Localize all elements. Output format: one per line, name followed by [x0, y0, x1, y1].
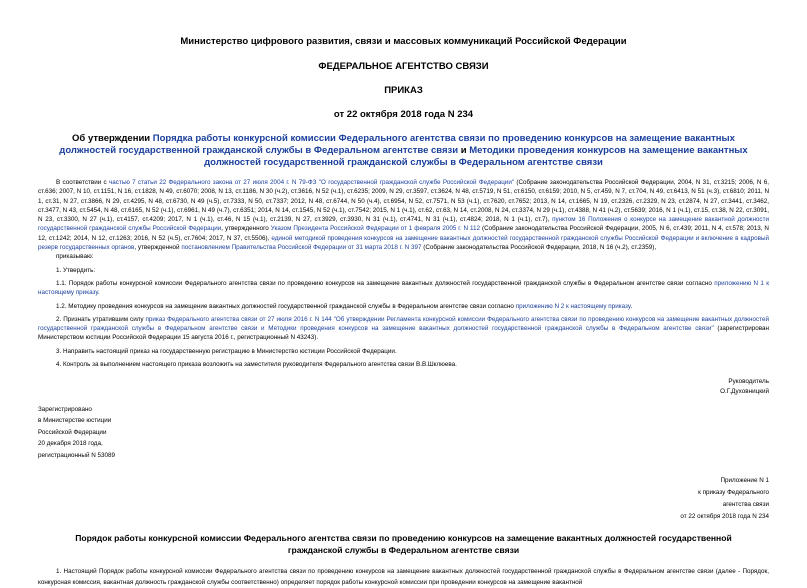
item-text: 1.1. Порядок работы конкурсной комиссии Федерального агентства связи по проведению конкурсов на замещение вакантных должностей государственной гражданской службы в Федеральном агентстве связи согласно: [56, 279, 715, 287]
resolution-link[interactable]: постановлением Правительства Российской Федерации от 31 марта 2018 г. N 397: [181, 244, 422, 252]
appendix-1-link[interactable]: приложению N 1 к настоящему приказу: [38, 279, 769, 297]
item-4: 4. Контроль за выполнением настоящего приказа возложить на заместителя руководителя Федерального агентства связи В.В.Шклюева.: [56, 361, 457, 369]
law-link[interactable]: частью 7 статьи 22 Федерального закона от 27 июля 2004 г. N 79-ФЗ "О государственной гражданской службе Российской Федерации": [109, 179, 515, 186]
item-1-1: [38, 279, 769, 298]
registration-line: Российской Федерации: [38, 428, 107, 436]
preamble-text: (Собрание законодательства Российской Федерации, 2005, N 6, ст.439; 2011, N 4, ст.578; 2013, N 12, ст.1242; 2014, N 12, ст.1263; 2016, N 52 (ч.5), ст.7604; 2017, N 37, ст.5506),: [38, 225, 769, 242]
agency-heading: ФЕДЕРАЛЬНОЕ АГЕНТСТВО СВЯЗИ: [318, 61, 489, 72]
item-1: 1. Утвердить:: [56, 266, 96, 274]
signature-title: Руководитель: [728, 378, 769, 386]
order-date: от 22 октября 2018 года N 234: [333, 109, 474, 120]
preamble-text: (Собрание законодательства Российской Федерации, 2018, N 16 (ч.2), ст.2359),: [421, 244, 657, 252]
item-text: (зарегистрирован Министерством юстиции Российской Федерации 15 августа 2016 г., регистрационный N 43243).: [38, 325, 770, 342]
signature-block: [38, 377, 769, 396]
item-2: [38, 315, 769, 343]
registration-line: в Министерстве юстиции: [38, 417, 112, 425]
order-heading: ПРИКАЗ: [384, 85, 423, 96]
preamble-text: , утвержденного: [221, 225, 271, 233]
item-text: .: [97, 289, 100, 297]
subject-prefix: Об утверждении: [72, 133, 153, 144]
appendix-line: агентства связи: [722, 501, 769, 509]
appendix-line: Приложение N 1: [720, 477, 769, 485]
registration-block: [38, 404, 769, 462]
item-text: .: [630, 302, 633, 310]
order-body: [38, 178, 769, 369]
item-3: 3. Направить настоящий приказ на государственную регистрацию в Министерство юстиции Российской Федерации.: [56, 347, 397, 355]
item-text: 2. Признать утратившим силу: [56, 315, 146, 323]
subject-link-procedure[interactable]: Порядка работы конкурсной комиссии Федерального агентства связи по проведению конкурсов на замещение вакантных должностей государственной гражданской службы в Федеральном агентстве связи: [59, 133, 735, 156]
registration-line: Зарегистрировано: [38, 405, 92, 413]
registration-line: 20 декабря 2018 года,: [38, 440, 103, 448]
item-1-2: [38, 302, 769, 311]
preamble-text: , утвержденной: [134, 244, 182, 252]
subject-link-methodology[interactable]: Методики проведения конкурсов на замещение вакантных должностей государственной гражданской службы в Федеральном агентстве связи: [204, 145, 748, 168]
item-text: 1.2. Методику проведения конкурсов на замещение вакантных должностей государственной гражданской службы в Федеральном агентстве связи согласно: [56, 302, 516, 310]
registration-line: регистрационный N 53089: [38, 451, 116, 459]
regulation-link[interactable]: пунктом 16 Положения о конкурсе на замещение вакантной должности государственной гражданской службы Российской Федерации: [38, 216, 769, 233]
decree-link[interactable]: Указом Президента Российской Федерации от 1 февраля 2005 г. N 112: [270, 225, 481, 233]
appendix-paragraph-1: 1. Настоящий Порядок работы конкурсной комиссии Федерального агентства связи по проведению конкурсов на замещение вакантных должностей государственной гражданской службы в Федеральном агентстве связи (далее - Порядок, конкурсная комиссия, вакантная должность гражданской службы соответственно) определяет порядок работы конкурсной комиссии при проведении конкурсов на замещение вакантной: [38, 568, 769, 586]
preamble-paragraph: [38, 178, 769, 252]
ministry-heading: Министерство цифрового развития, связи и массовых коммуникаций Российской Федерации: [180, 36, 627, 47]
preamble-text: В соответствии с: [56, 179, 109, 186]
appendix-title: Порядок работы конкурсной комиссии Федерального агентства связи по проведению конкурсов на замещение вакантных должностей государственной гражданской службы в Федеральном агентстве связи: [75, 533, 732, 555]
appendix-2-link[interactable]: приложению N 2 к настоящему приказу: [515, 302, 631, 310]
signature-name: О.Г.Духовницкий: [720, 387, 769, 395]
order-word: приказываю:: [56, 253, 94, 261]
appendix-line: от 22 октября 2018 года N 234: [680, 513, 769, 521]
preamble-text: (Собрание законодательства Российской Федерации, 2004, N 31, ст.3215; 2006, N 6, ст.636; 2007, N 10, ст.1151, N 16, ст.1828, N 49, ст.6070; 2008, N 13, ст.1186, N 30 (ч.2), ст.3616, N 52 (ч.1), ст.6235; 2009, N 29, ст.3597, ст.3624, N 48, ст.5719, N 51, ст.6150, ст.6159; 2010, N 5, ст.459, N 7, ст.704, N 49, ст.6413, N 51 (ч.3), ст.6810; 2011, N 1, ст.31, N 27, ст.3866, N 29, ст.4295, N 48, ст.6730, N 49 (ч.5), ст.7333, N 50, ст.7337; 2012, N 48, ст.6744, N 50 (ч.4), ст.6954, N 52, ст.7571, N 53 (ч.1), ст.7620, ст.7652; 2013, N 14, ст.1665, N 19, ст.2326, ст.2329, N 23, ст.2874, N 27, ст.3441, ст.3462, ст.3477, N 43, ст.5454, N 48, ст.6165, N 52 (ч.1), ст.6961, N 49 (ч.7), ст.6351; 2014, N 14, ст.1545, N 52 (ч.1), ст.7542; 2015, N 1 (ч.1), ст.62, ст.63, N 14, ст.2008, N 24, ст.3374, N 29 (ч.1), ст.4388, N 41 (ч.2), ст.5639; 2016, N 1 (ч.1), ст.15, ст.38, N 22, ст.3091, N 23, ст.3300, N 27 (ч.1), ст.4157, ст.4209; 2017, N 1 (ч.1), ст.46, N 15 (ч.1), ст.2139, N 27, ст.3929, ст.3930, N 31 (ч.1), ст.4741, N 31 (ч.1), ст.4824; 2018, N 1 (ч.1), ст.7),: [38, 179, 769, 224]
subject-middle: и: [458, 145, 470, 156]
order-subject: [38, 133, 769, 169]
appendix-reference: [38, 475, 769, 523]
repealed-order-link[interactable]: приказ Федерального агентства связи от 27 июля 2016 г. N 144 "Об утверждении Регламента конкурсной комиссии Федерального агентства связи по проведению конкурсов на замещение вакантных должностей государственной гражданской службы в Федеральном агентстве связи и Методики проведения конкурсов на замещение вакантных должностей государственной гражданской службы в Федеральном агентстве связи": [38, 315, 769, 333]
appendix-line: к приказу Федерального: [698, 489, 769, 497]
methodology-link[interactable]: единой методикой проведения конкурсов на замещение вакантных должностей государственной гражданской службы Российской Федерации и включение в кадровый резерв государственных органов: [38, 234, 769, 252]
